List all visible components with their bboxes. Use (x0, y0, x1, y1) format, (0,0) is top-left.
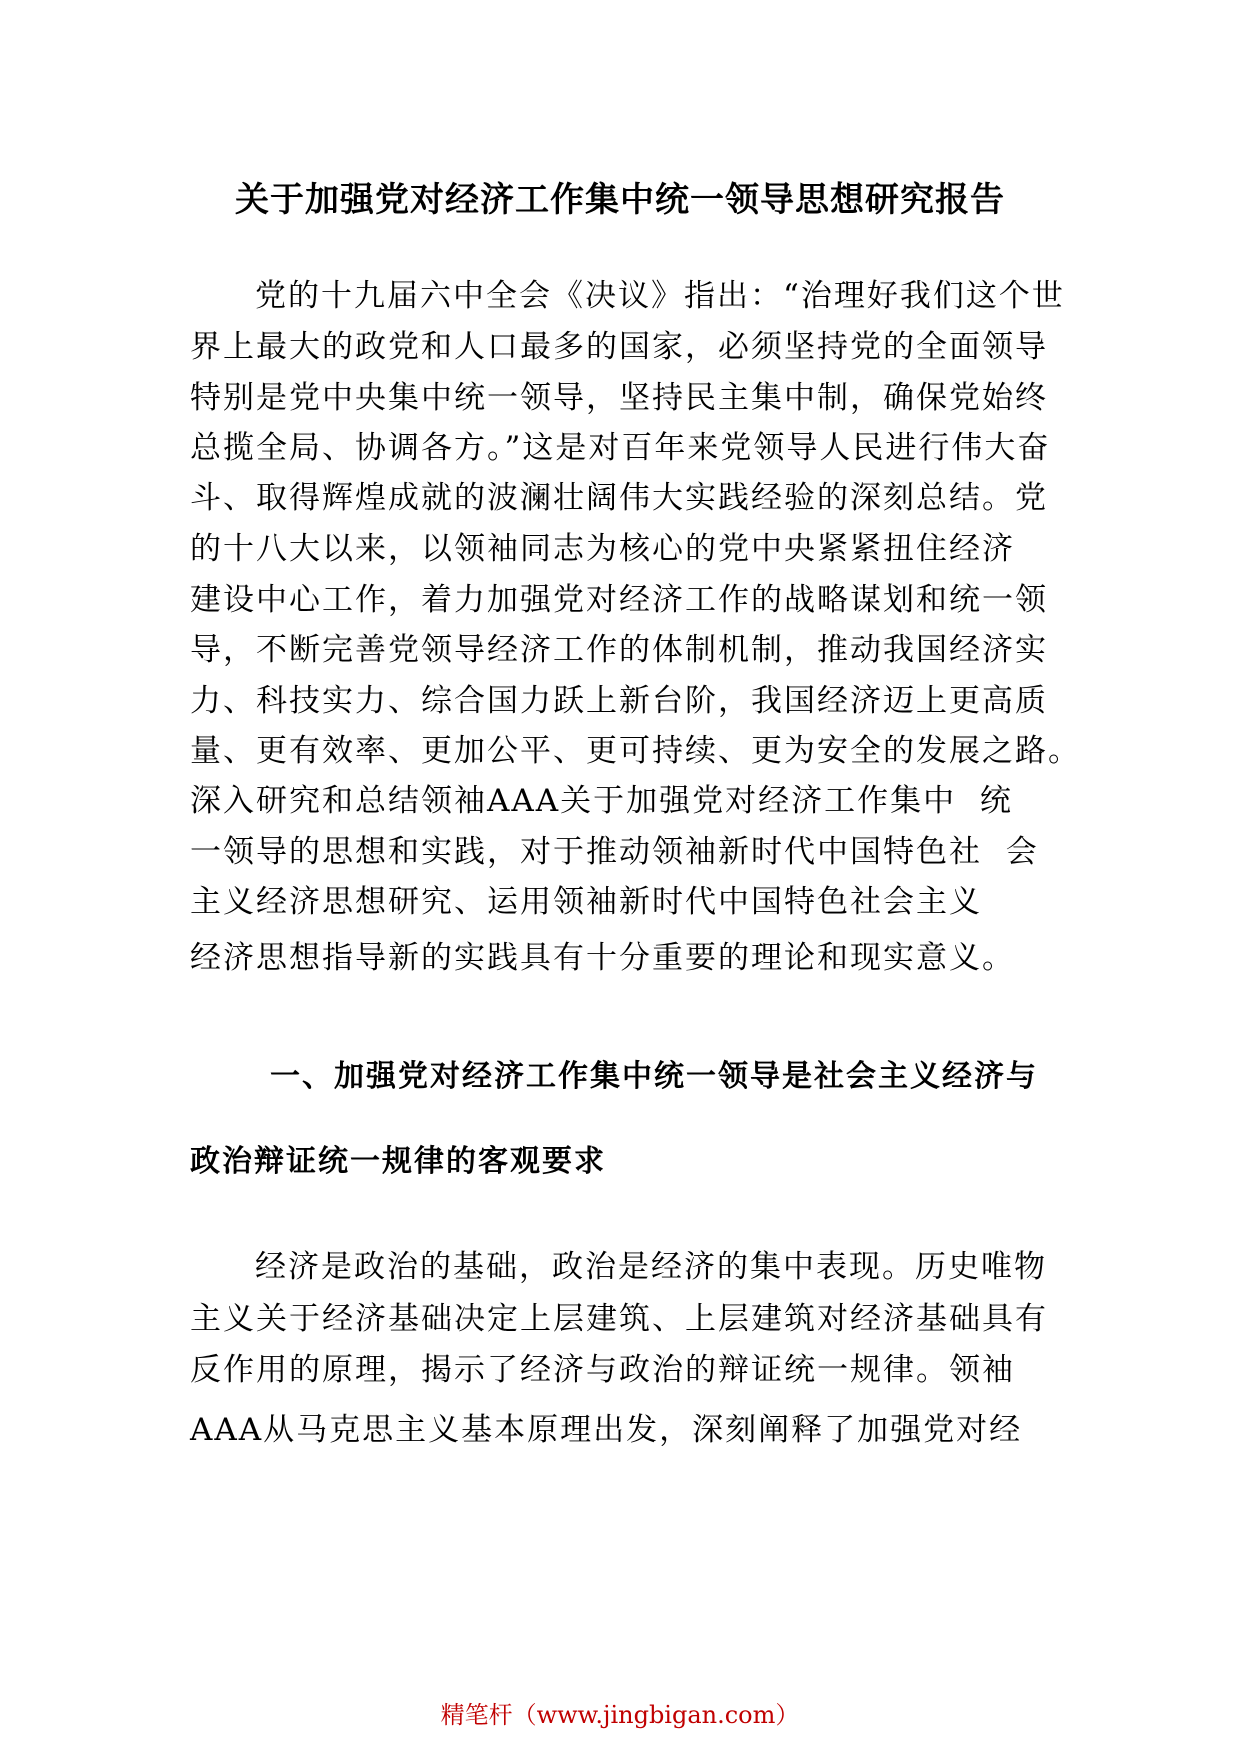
paragraph-line: 党的十九届六中全会《决议》指出：“治理好我们这个世 (255, 278, 1065, 314)
paragraph-line: 斗、取得辉煌成就的波澜壮阔伟大实践经验的深刻总结。党 (190, 480, 1048, 516)
paragraph-line: 特别是党中央集中统一领导，坚持民主集中制，确保党始终 (190, 380, 1048, 416)
paragraph-line: AAA从马克思主义基本原理出发，深刻阐释了加强党对经 (190, 1412, 1023, 1448)
paragraph-line: 反作用的原理，揭示了经济与政治的辩证统一规律。领袖 (190, 1352, 1015, 1388)
footer-watermark: 精笔杆（www.jingbigan.com） (440, 1701, 800, 1729)
paragraph-line: 深入研究和总结领袖AAA关于加强党对经济工作集中 统 (190, 783, 1013, 819)
paragraph-line: 一领导的思想和实践，对于推动领袖新时代中国特色社 会 (190, 834, 1039, 870)
section-heading-line: 一、加强党对经济工作集中统一领导是社会主义经济与 (270, 1059, 1038, 1094)
paragraph-line: 力、科技实力、综合国力跃上新台阶，我国经济迈上更高质 (190, 683, 1048, 719)
section-heading-line: 政治辩证统一规律的客观要求 (190, 1144, 606, 1179)
document-title: 关于加强党对经济工作集中统一领导思想研究报告 (235, 180, 1005, 220)
paragraph-line: 界上最大的政党和人口最多的国家，必须坚持党的全面领导 (190, 329, 1048, 365)
paragraph-line: 的十八大以来，以领袖同志为核心的党中央紧紧扭住经济 (190, 531, 1015, 567)
paragraph-line: 主义关于经济基础决定上层建筑、上层建筑对经济基础具有 (190, 1301, 1048, 1337)
paragraph-line: 总揽全局、协调各方。”这是对百年来党领导人民进行伟大奋 (190, 430, 1051, 466)
paragraph-line: 主义经济思想研究、运用领袖新时代中国特色社会主义 (190, 884, 982, 920)
paragraph-line: 经济是政治的基础，政治是经济的集中表现。历史唯物 (255, 1249, 1047, 1285)
paragraph-line: 导，不断完善党领导经济工作的体制机制，推动我国经济实 (190, 632, 1048, 668)
paragraph-line: 量、更有效率、更加公平、更可持续、更为安全的发展之路。 (190, 733, 1081, 769)
paragraph-line: 经济思想指导新的实践具有十分重要的理论和现实意义。 (190, 940, 1015, 976)
paragraph-line: 建设中心工作，着力加强党对经济工作的战略谋划和统一领 (190, 582, 1048, 618)
